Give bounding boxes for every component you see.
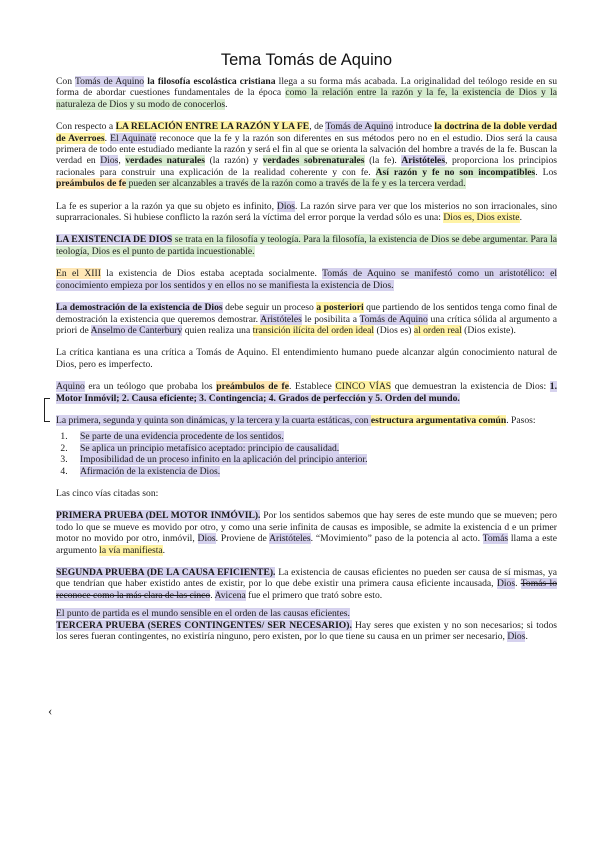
text-run: que partiendo de los sentidos tenga como final de demostración la existencia que queremos demostrar. bbox=[56, 302, 558, 325]
text-run: El punto de partida es el mundo sensible en el orden de las causas eficientes. bbox=[56, 608, 350, 620]
text-run: . La razón sirve para ver que los misterios no son irracionales, sino suprarracionales. Si hubiese conflicto la razón será la víctima del error porque la verdad sólo es una: bbox=[56, 200, 557, 224]
text-run: Con respecto a bbox=[56, 121, 116, 133]
text-run: SEGUNDA PRUEBA (DE LA CAUSA EFICIENTE). bbox=[56, 567, 276, 578]
text-run: . Establece bbox=[288, 381, 336, 393]
text-run: quien realiza una bbox=[182, 324, 253, 336]
step-item bbox=[70, 454, 557, 465]
steps-list bbox=[56, 431, 557, 477]
text-run: que demuestran la existencia de Dios: bbox=[391, 381, 550, 393]
text-run: Con bbox=[56, 76, 75, 87]
text-run: transición ilícita del orden ideal bbox=[252, 324, 375, 336]
text-run: llega a su forma más acabada. La originalidad del teólogo reside en su forma de abordar cuestiones fundamentales de la época bbox=[56, 76, 558, 99]
body-section-2 bbox=[56, 488, 557, 642]
text-run: 1. Motor Inmóvil; 2. Causa eficiente; 3. Contingencia; 4. Grados de perfección y 5. Orden del mundo. bbox=[56, 381, 557, 404]
text-run: Tomás de Aquino bbox=[325, 121, 394, 133]
step-text: Se parte de una evidencia procedente de los sentidos. bbox=[80, 431, 284, 443]
paragraph-fe-superior bbox=[56, 201, 557, 224]
text-run: Las cinco vías citadas son: bbox=[56, 487, 159, 499]
text-run: pueden ser alcanzables a través de la razón como a través de la fe y es la tercera verdad. bbox=[126, 178, 466, 190]
document-title: Tema Tomás de Aquino bbox=[220, 51, 393, 69]
text-run: fue el primero que trató sobre esto. bbox=[245, 589, 383, 601]
margin-hook-mark: ‹ bbox=[48, 703, 53, 718]
text-run: Dios bbox=[197, 533, 216, 545]
text-run: TERCERA PRUEBA (SERES CONTINGENTES/ SER NECESARIO). bbox=[56, 619, 352, 631]
text-run: le posibilita a bbox=[301, 313, 360, 325]
text-run: . bbox=[104, 132, 111, 144]
text-run: verdades naturales bbox=[125, 155, 206, 167]
text-run: Tomás de Aquino bbox=[322, 268, 396, 280]
text-run: La demostración de la existencia de Dios bbox=[56, 302, 223, 314]
text-run: la filosofía escolástica cristiana bbox=[147, 76, 276, 87]
text-run: debe seguir un proceso bbox=[222, 302, 317, 314]
text-run: verdades sobrenaturales bbox=[262, 155, 365, 167]
text-run: Por los sentidos sabemos que hay seres de este mundo que se mueven; pero todo lo que se mueve es movido por otro, y como una serie infinita de causas es imposible, se admite la existencia d e un primer motor no movido por otro, inmóvil, bbox=[56, 510, 558, 545]
text-run: llama a este argumento bbox=[56, 533, 557, 556]
paragraph-segunda-prueba bbox=[56, 567, 557, 601]
text-run: preámbulos de fe bbox=[216, 381, 289, 393]
text-run: (la razón) y bbox=[205, 155, 263, 167]
text-run: CINCO VÍAS bbox=[335, 381, 392, 393]
body-section-1 bbox=[56, 76, 557, 426]
text-run: . “Movimiento” paso de la potencia al acto. bbox=[310, 533, 483, 545]
paragraph-cinco-vias bbox=[56, 381, 557, 404]
paragraph-punto-partida bbox=[56, 608, 557, 619]
text-run: a posteriori bbox=[316, 302, 364, 314]
paragraph-razon-fe bbox=[56, 121, 557, 189]
step-text: Se aplica un principio metafísico aceptado: principio de causalidad. bbox=[80, 442, 340, 454]
text-run: Aquino bbox=[56, 381, 85, 393]
text-run: . bbox=[210, 589, 215, 601]
text-run: Dios bbox=[507, 631, 526, 643]
text-run: . Los bbox=[535, 166, 557, 178]
text-run: Aristóteles bbox=[260, 313, 302, 325]
paragraph-tercera-prueba bbox=[56, 620, 557, 643]
text-run: (Dios es) bbox=[374, 324, 414, 336]
text-run: Tomás de Aquino bbox=[74, 76, 145, 87]
paragraph-dinamicas bbox=[56, 415, 557, 426]
text-run: , de bbox=[309, 121, 326, 133]
text-run: al orden real bbox=[413, 324, 462, 336]
step-text: Imposibilidad de un proceso infinito en la aplicación del principio anterior. bbox=[80, 454, 368, 466]
text-run: la doctrina de la doble verdad de Averroes bbox=[56, 121, 557, 144]
text-run: La crítica kantiana es una crítica a Tomás de Aquino. El entendimiento humano puede alcanzar algún conocimiento natural de Dios, pero es imperfecto. bbox=[56, 347, 557, 370]
text-run: se trata en la filosofía y teología. Para la filosofía, la existencia de Dios se debe argumentar. Para la teología, Dios es el punto de partida incuestionable. bbox=[56, 234, 558, 257]
text-run: . Pasos: bbox=[506, 414, 536, 426]
text-run: era un teólogo que probaba los bbox=[84, 381, 217, 393]
text-run: Dios bbox=[496, 578, 516, 590]
text-run: El Aquinate bbox=[110, 132, 157, 144]
step-item bbox=[70, 443, 557, 454]
text-run: preámbulos de fe bbox=[56, 178, 127, 190]
paragraph-kantiana bbox=[56, 347, 557, 370]
text-run: Aristóteles bbox=[401, 155, 446, 167]
text-run: LA EXISTENCIA DE DIOS bbox=[56, 234, 173, 246]
text-run: Aristóteles bbox=[269, 533, 311, 545]
text-run: . Proviene de bbox=[215, 533, 270, 545]
text-run: (la fe). bbox=[364, 155, 402, 167]
text-run: La fe es superior a la razón ya que su objeto es infinito, bbox=[56, 200, 277, 212]
text-run: . bbox=[525, 631, 528, 643]
text-run: LA RELACIÓN ENTRE LA RAZÓN Y LA FE bbox=[115, 121, 310, 133]
paragraph-intro bbox=[56, 76, 557, 110]
paragraph-siglo-xiii bbox=[56, 268, 557, 291]
step-item bbox=[70, 466, 557, 477]
text-run: Tomás lo reconoce como la más clara de las cinco bbox=[56, 578, 557, 601]
paragraph-primera-prueba bbox=[56, 510, 557, 556]
text-run: la vía manifiesta bbox=[99, 544, 163, 556]
step-text: Afirmación de la existencia de Dios. bbox=[80, 465, 221, 477]
text-run: (Dios existe). bbox=[461, 324, 516, 336]
text-run: la existencia de Dios estaba aceptada socialmente. bbox=[100, 268, 323, 280]
text-run: Dios es, Dios existe bbox=[443, 212, 520, 224]
text-run: La primera, segunda y quinta son dinámicas, y la tercera y la cuarta estáticas, con bbox=[56, 414, 371, 426]
text-run: Así razón y fe no son incompatibles bbox=[375, 166, 536, 178]
text-run: como la relación entre la razón y la fe, la existencia de Dios y la naturaleza de Dios y su modo de conocerlos bbox=[56, 87, 557, 110]
paragraph-demostracion bbox=[56, 302, 557, 336]
paragraph-existencia bbox=[56, 234, 557, 257]
step-item bbox=[70, 431, 557, 442]
text-run: se manifestó como un aristotélico: el conocimiento empieza por los sentidos y en ellos no se manifiesta la existencia de Dios. bbox=[56, 268, 557, 291]
text-run: . bbox=[515, 578, 521, 590]
text-run: Hay seres que existen y no son necesarios; si todos los seres fueran contingentes, no existiría ninguno, pero existen, por lo que tiene su causa en un primer ser necesario, bbox=[56, 619, 557, 643]
text-run: . bbox=[225, 98, 228, 110]
text-run: Dios bbox=[276, 200, 296, 212]
text-run: estructura argumentativa común bbox=[370, 414, 507, 426]
text-run: Tomás de Aquino bbox=[359, 313, 428, 325]
text-run: . bbox=[162, 544, 166, 556]
text-run: Tomás bbox=[482, 533, 509, 545]
paragraph-vias-citadas bbox=[56, 488, 557, 499]
text-run: PRIMERA PRUEBA (DEL MOTOR INMÓVIL). bbox=[56, 510, 261, 522]
text-run: Avicena bbox=[214, 589, 246, 601]
text-run: Dios bbox=[100, 155, 119, 167]
margin-bracket-mark bbox=[44, 398, 50, 422]
text-run: La existencia de causas eficientes no pueden ser causa de sí mismas, ya que tendrían que haber existido antes de existir, por lo que debe existir una primera causa eficiente incausada, bbox=[56, 567, 558, 590]
text-run: una crítica sólida al argumento a priori de bbox=[56, 313, 557, 336]
text-run: reconoce que la fe y la razón son diferentes en sus métodos pero no en el estudio. Dios será la causa primera de todo ente estudiado mediante la razón y será el fin al que se orienta la salvación del hombre a través de la fe. Buscan la verdad en bbox=[56, 132, 558, 167]
text-run: . bbox=[519, 212, 522, 224]
text-run: introduce bbox=[393, 121, 435, 133]
text-run: , bbox=[118, 155, 126, 167]
text-run: , proporciona los principios racionales para construir una explicación de la realidad coherente y con fe. bbox=[56, 155, 558, 178]
text-run: Anselmo de Canterbury bbox=[90, 324, 183, 336]
text-run: En el XIII bbox=[56, 268, 101, 280]
